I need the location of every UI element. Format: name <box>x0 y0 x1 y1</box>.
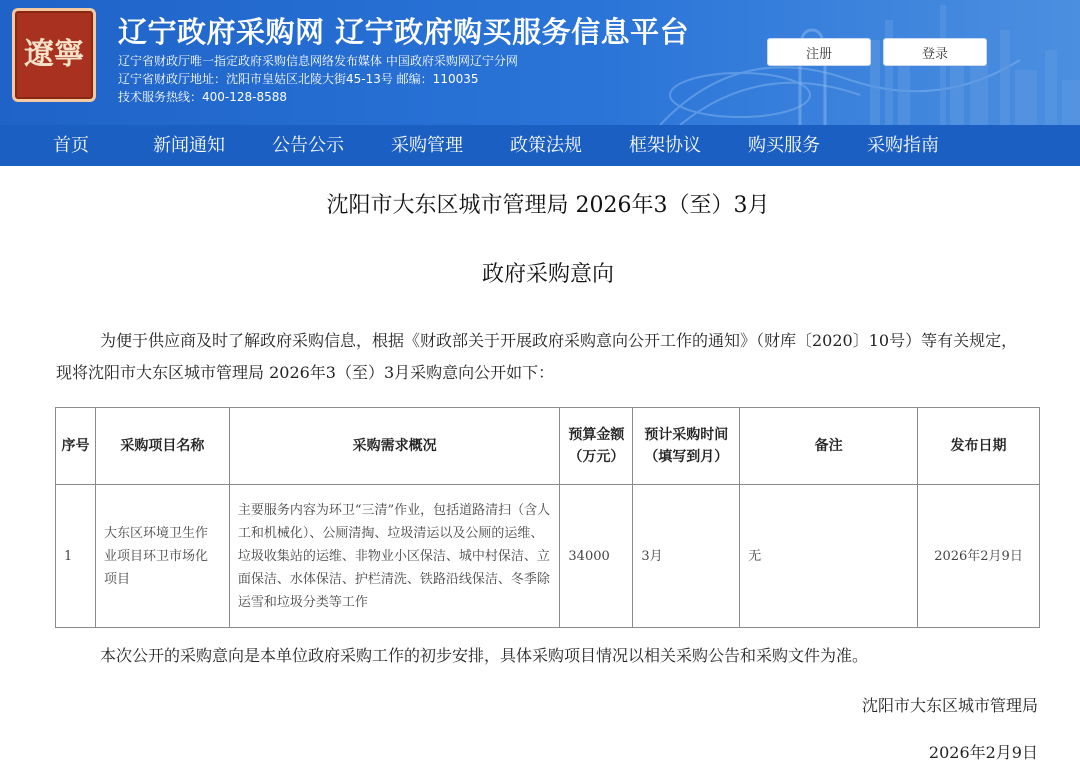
cell-remark: 无 <box>740 485 918 628</box>
col-header-summary: 采购需求概况 <box>229 408 560 485</box>
logo-text: 遼寧 <box>24 37 84 72</box>
nav-item-procurement-management[interactable]: 采购管理 <box>391 135 463 156</box>
main-nav <box>0 125 1080 166</box>
col-header-date: 发布日期 <box>918 408 1040 485</box>
cell-project-name: 大东区环境卫生作业项目环卫市场化项目 <box>95 485 229 628</box>
site-title: 辽宁政府采购网 辽宁政府购买服务信息平台 <box>118 15 690 49</box>
login-button[interactable]: 登录 <box>883 38 987 66</box>
cell-no: 1 <box>56 485 96 628</box>
nav-item-news[interactable]: 新闻通知 <box>153 135 225 156</box>
procurement-intent-table <box>55 407 1040 628</box>
site-header <box>0 0 1080 125</box>
intro-paragraph: 为便于供应商及时了解政府采购信息，根据《财政部关于开展政府采购意向公开工作的通知》（财库〔2020〕10号）等有关规定，现将沈阳市大东区城市管理局 2026年3（至）3月采购意向公开如下： <box>56 331 1018 382</box>
cell-time: 3月 <box>633 485 740 628</box>
closing-paragraph: 本次公开的采购意向是本单位政府采购工作的初步安排，具体采购项目情况以相关采购公告和采购文件为准。 <box>100 646 869 665</box>
nav-item-framework-agreements[interactable]: 框架协议 <box>629 135 701 156</box>
header-info-hotline: 技术服务热线：400-128-8588 <box>118 90 288 104</box>
register-button[interactable]: 注册 <box>767 38 871 66</box>
table-header-row <box>56 408 1040 485</box>
col-header-project-name: 采购项目名称 <box>95 408 229 485</box>
nav-item-home[interactable]: 首页 <box>53 135 89 156</box>
signature-date: 2026年2月9日 <box>928 743 1038 762</box>
nav-item-guide[interactable]: 采购指南 <box>867 135 939 156</box>
header-info-media: 辽宁省财政厅唯一指定政府采购信息网络发布媒体 中国政府采购网辽宁分网 <box>118 54 518 68</box>
page-title: 沈阳市大东区城市管理局 2026年3（至）3月 <box>326 193 770 218</box>
col-header-no: 序号 <box>56 408 96 485</box>
cell-summary: 主要服务内容为环卫“三清”作业，包括道路清扫（含人工和机械化）、公厕清掏、垃圾清运以及公厕的运维、垃圾收集站的运维、非物业小区保洁、城中村保洁、立面保洁、水体保洁、护栏清洗、铁路沿线保洁、冬季除运雪和垃圾分类等工作 <box>229 485 560 628</box>
cell-date: 2026年2月9日 <box>918 485 1040 628</box>
page-subtitle: 政府采购意向 <box>481 262 614 287</box>
header-info-address: 辽宁省财政厅地址：沈阳市皇姑区北陵大街45-13号 邮编：110035 <box>118 72 479 86</box>
site-logo[interactable] <box>12 8 96 102</box>
nav-item-policies[interactable]: 政策法规 <box>510 135 582 156</box>
nav-item-purchase-services[interactable]: 购买服务 <box>748 135 820 156</box>
col-header-remark: 备注 <box>740 408 918 485</box>
col-header-time: 预计采购时间（填写到月） <box>633 408 740 485</box>
col-header-budget: 预算金额（万元） <box>560 408 633 485</box>
cell-budget: 34000 <box>560 485 633 628</box>
table-row <box>56 485 1040 628</box>
nav-item-announcements[interactable]: 公告公示 <box>272 135 344 156</box>
signature-organization: 沈阳市大东区城市管理局 <box>861 696 1038 715</box>
